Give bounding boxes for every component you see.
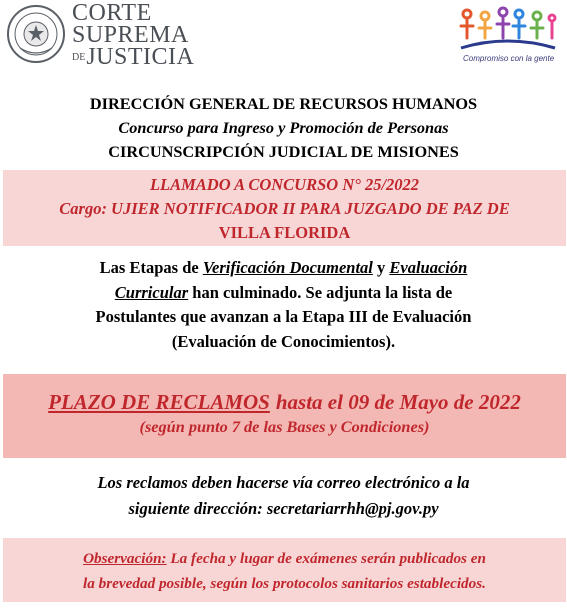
reclamos-paragraph bbox=[10, 470, 557, 522]
logo-line-corte: CORTE bbox=[72, 0, 152, 26]
plazo-date: hasta el 09 de Mayo de 2022 bbox=[275, 390, 521, 414]
observacion-line-2: la brevedad posible, según los protocolos sanitarios establecidos. bbox=[83, 575, 486, 592]
observacion-line-1: La fecha y lugar de exámenes serán publicados en bbox=[166, 550, 486, 567]
stages-paragraph bbox=[10, 256, 557, 354]
title-block bbox=[0, 92, 567, 164]
stages-text-5: (Evaluación de Conocimientos). bbox=[171, 331, 396, 351]
cargo-line: Cargo: UJIER NOTIFICADOR II PARA JUZGADO DE PAZ DE bbox=[59, 199, 510, 218]
concurso-banner bbox=[3, 170, 566, 246]
verificacion-link: Verificación Documental bbox=[202, 258, 373, 277]
cargo-location: VILLA FLORIDA bbox=[218, 223, 351, 242]
stages-text-1: Las Etapas de bbox=[99, 258, 203, 277]
plazo-note: (según punto 7 de las Bases y Condiciones) bbox=[139, 417, 430, 436]
logo-tagline: Compromiso con la gente bbox=[463, 54, 555, 63]
plazo-label: PLAZO DE RECLAMOS bbox=[48, 390, 270, 414]
court-logo-text bbox=[72, 2, 194, 69]
stages-text-3: han culminado. Se adjunta la lista de bbox=[188, 282, 453, 302]
court-seal-icon bbox=[6, 4, 66, 64]
logo-line-justicia: JUSTICIA bbox=[86, 44, 195, 70]
plazo-banner bbox=[3, 374, 566, 458]
reclamos-line-2: siguiente dirección: secretariarrhh@pj.gov.py bbox=[128, 499, 439, 518]
logo-line-de: DE bbox=[72, 52, 86, 64]
title-direccion: DIRECCIÓN GENERAL DE RECURSOS HUMANOS bbox=[89, 94, 478, 113]
title-circunscripcion: CIRCUNSCRIPCIÓN JUDICIAL DE MISIONES bbox=[108, 142, 459, 161]
stages-text-2: y bbox=[372, 258, 390, 277]
stages-text-4: Postulantes que avanzan a la Etapa III de Evaluación bbox=[95, 307, 472, 326]
title-concurso: Concurso para Ingreso y Promoción de Personas bbox=[118, 118, 449, 137]
concurso-number: LLAMADO A CONCURSO N° 25/2022 bbox=[149, 175, 420, 194]
logo-line-suprema: SUPREMA bbox=[72, 22, 189, 48]
observacion-banner bbox=[3, 538, 566, 602]
reclamos-line-1: Los reclamos deben hacerse vía correo electrónico a la bbox=[97, 473, 470, 492]
evaluacion-link: Evaluación bbox=[389, 258, 468, 277]
curricular-link: Curricular bbox=[114, 282, 189, 302]
observacion-label: Observación: bbox=[83, 550, 167, 567]
